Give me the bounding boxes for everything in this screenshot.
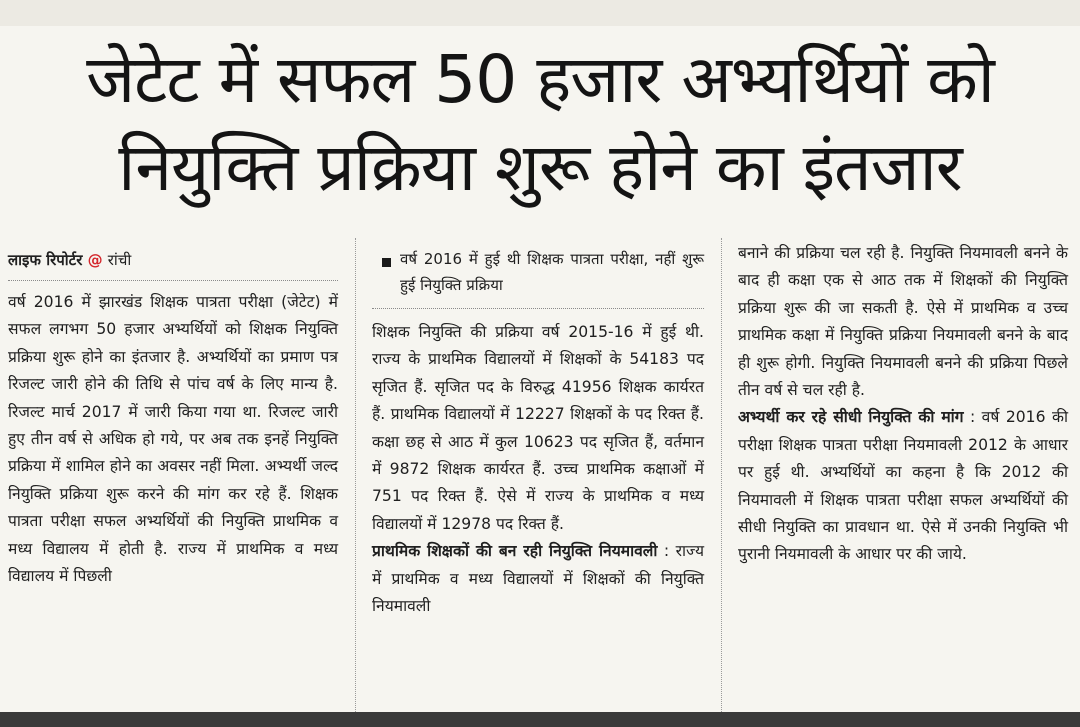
column-2-subhead: प्राथमिक शिक्षकों की बन रही नियुक्ति नियमावली bbox=[372, 542, 658, 561]
column-2-section bbox=[372, 538, 704, 620]
column-divider-2 bbox=[721, 238, 722, 718]
column-1 bbox=[8, 240, 338, 590]
byline bbox=[8, 240, 338, 281]
bottom-edge bbox=[0, 712, 1080, 727]
column-3 bbox=[738, 240, 1068, 569]
highlight-box bbox=[372, 240, 704, 309]
column-2-sub-body: : राज्य में प्राथमिक व मध्य विद्यालयों में शिक्षकों की नियुक्ति नियमावली bbox=[372, 542, 704, 616]
byline-at: @ bbox=[87, 251, 103, 269]
column-3-subhead: अभ्यर्थी कर रहे सीधी नियुक्ति की मांग bbox=[738, 408, 964, 427]
headline bbox=[0, 36, 1080, 212]
column-divider-1 bbox=[355, 238, 356, 718]
byline-reporter: लाइफ रिपोर्टर bbox=[8, 251, 83, 269]
headline-line-1: जेटेट में सफल 50 हजार अभ्यर्थियों को bbox=[86, 41, 994, 118]
top-strip bbox=[0, 0, 1080, 26]
headline-line-2: नियुक्ति प्रक्रिया शुरू होने का इंतजार bbox=[118, 129, 962, 206]
column-3-sub-body: : वर्ष 2016 की परीक्षा शिक्षक पात्रता परीक्षा नियमावली 2012 के आधार पर हुई थी. अभ्यर्थियों का कहना है कि 2012 की नियमावली में शिक्षक पात्रता परीक्षा सफल अभ्यर्थियों की सीधी नियुक्ति का प्रावधान था. ऐसे में उनकी नियुक्ति भी पुरानी नियमावली के आधार पर की जाये. bbox=[738, 408, 1068, 564]
byline-place: रांची bbox=[107, 251, 132, 269]
highlight-text: वर्ष 2016 में हुई थी शिक्षक पात्रता परीक्षा, नहीं शुरू हुई नियुक्ति प्रक्रिया bbox=[400, 250, 704, 294]
bullet-square-icon bbox=[382, 258, 391, 267]
column-3-body: बनाने की प्रक्रिया चल रही है. नियुक्ति नियमावली बनने के बाद ही कक्षा एक से आठ तक में शिक्षकों की नियुक्ति प्रक्रिया शुरू की जा सकती है. ऐसे में प्राथमिक व उच्च प्राथमिक कक्षा में नियुक्ति प्रक्रिया नियमावली बनने के बाद ही शुरू होगी. नियुक्ति नियमावली बनने की प्रक्रिया पिछले तीन वर्ष से चल रही है. bbox=[738, 244, 1068, 400]
column-1-body: वर्ष 2016 में झारखंड शिक्षक पात्रता परीक्षा (जेटेट) में सफल लगभग 50 हजार अभ्यर्थियों को शिक्षक नियुक्ति प्रक्रिया शुरू होने का इंतजार है. अभ्यर्थियों का प्रमाण पत्र रिजल्ट जारी होने की तिथि से पांच वर्ष के लिए मान्य है. रिजल्ट मार्च 2017 में जारी किया गया था. रिजल्ट जारी हुए तीन वर्ष से अधिक हो गये, पर अब तक इनहें नियुक्ति प्रक्रिया में शामिल होने का अवसर नहीं मिला. अभ्यर्थी जल्द नियुक्ति प्रक्रिया शुरू करने की मांग कर रहे हैं. शिक्षक पात्रता परीक्षा सफल अभ्यर्थियों की नियुक्ति प्राथमिक व मध्य विद्यालय में होती है. राज्य में प्राथमिक व मध्य विद्यालय में पिछली bbox=[8, 293, 338, 586]
column-2 bbox=[372, 240, 704, 620]
column-3-section bbox=[738, 404, 1068, 568]
column-2-body: शिक्षक नियुक्ति की प्रक्रिया वर्ष 2015-16 में हुई थी. राज्य के प्राथमिक विद्यालयों में शिक्षकों के 54183 पद सृजित हैं. सृजित पद के विरुद्ध 41956 शिक्षक कार्यरत हैं. प्राथमिक विद्यालयों में 12227 शिक्षकों के पद रिक्त हैं. कक्षा छह से आठ में कुल 10623 पद सृजित हैं, वर्तमान में 9872 शिक्षक कार्यरत हैं. उच्च प्राथमिक कक्षाओं में 751 पद रिक्त हैं. ऐसे में राज्य के प्राथमिक व मध्य विद्यालयों में 12978 पद रिक्त हैं. bbox=[372, 323, 704, 533]
